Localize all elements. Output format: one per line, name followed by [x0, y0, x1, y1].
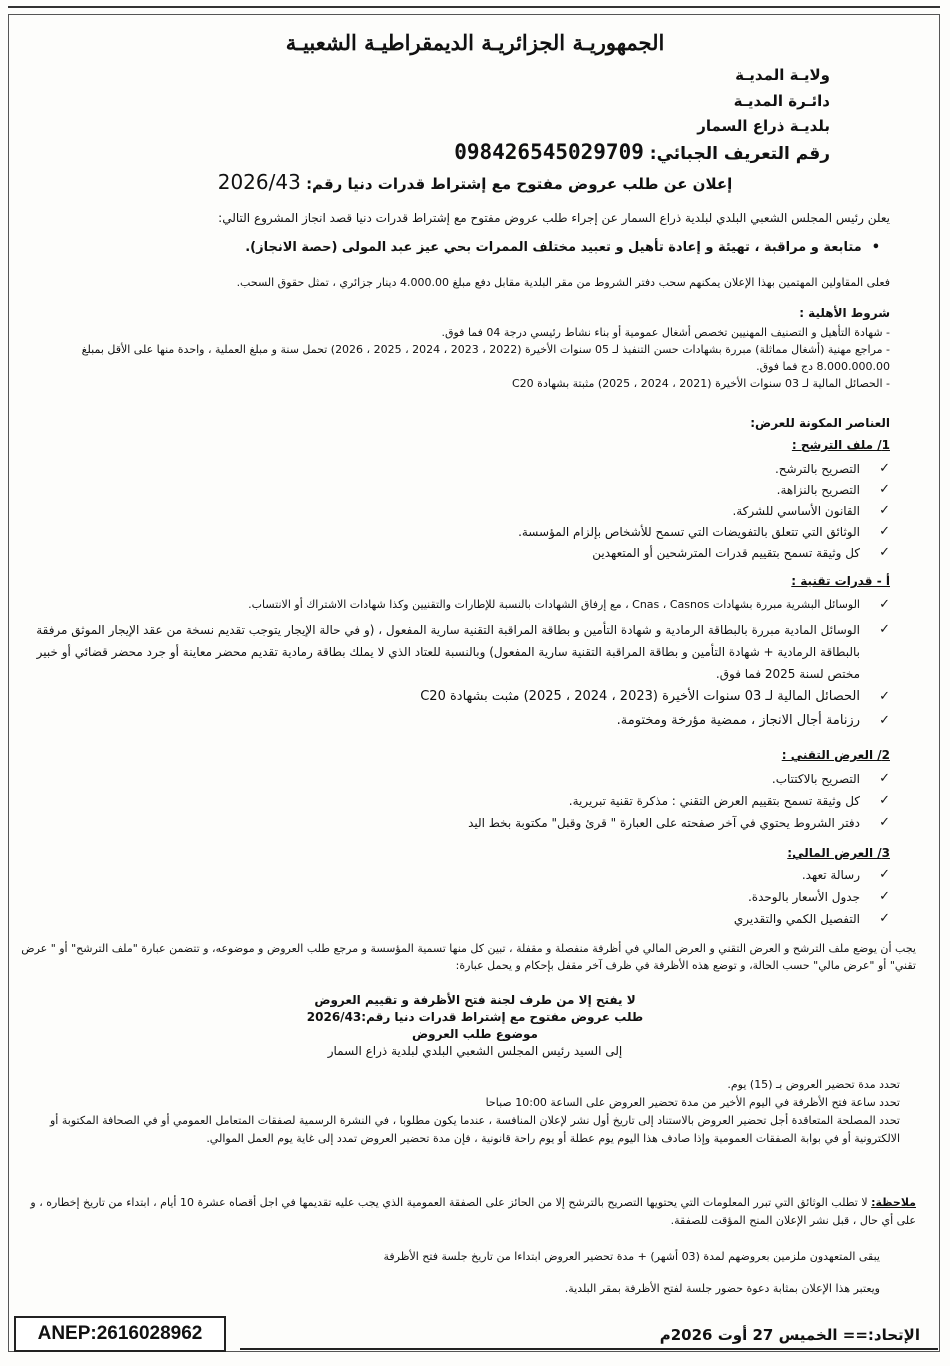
note-label: ملاحظة: — [871, 1196, 916, 1209]
checklist-item: ✓ جدول الأسعار بالوحدة. — [748, 888, 860, 906]
deadline-line: تحدد المصلحة المتعاقدة أجل تحضير العروض بالاستناد إلى تاريخ أول نشر لإعلان المنافسة ، عندما يكون مطلوبا ، في النشرة الرسمية لصفقات المتعامل العمومي أو في الصحافة المكتوبة أو الالكترونية أو في بوابة الصفقات العمومية وإذا صادف هذا اليوم يوم عطلة أو يوم راحة قانونية ، فإن مدة تحضير العروض تمدد إلى غاية يوم العمل الموالي. — [50, 1114, 900, 1145]
anep-reference: ANEP:2616028962 — [14, 1316, 226, 1352]
outer-envelope-line: طلب عروض مفتوح مع إشتراط قدرات دنيا رقم:2026/43 — [306, 1010, 644, 1024]
checklist-item: ✓ كل وثيقة تسمح بتقييم قدرات المترشحين أو المتعهدين — [592, 544, 860, 562]
eligibility-item: - الحصائل المالية لـ 03 سنوات الأخيرة (2021 ، 2024 ، 2025) مثبتة بشهادة C20 — [512, 377, 890, 390]
tax-id-value: 098426545029709 — [454, 140, 644, 164]
announcement-number: 2026/43 — [217, 170, 301, 194]
checklist-item: ✓ التصريح بالاكتتاب. — [772, 770, 860, 788]
technical-offer-title: 2/ العرض التقني : — [781, 748, 890, 762]
checklist-item: ✓ التصريح بالترشح. — [775, 460, 860, 478]
announcement-title-text: إعلان عن طلب عروض مفتوح مع إشتراط قدرات دنيا رقم: — [306, 175, 733, 193]
eligibility-title: شروط الأهلية : — [799, 306, 890, 320]
eligibility-list — [20, 324, 890, 392]
eligibility-item: - شهادة التأهيل و التصنيف المهنيين تخصص أشغال عمومية أو بناء نشاط رئيسي درجة 04 فما فوق. — [441, 326, 890, 339]
outer-envelope-line: إلى السيد رئيس المجلس الشعبي البلدي لبلدية ذراع السمار — [327, 1044, 623, 1058]
announcement-title — [0, 170, 950, 194]
checklist-item: ✓ التفصيل الكمي والتقديري — [734, 910, 860, 928]
commune-line: بلديـة ذراع السمار — [697, 117, 830, 135]
footer-rule — [240, 1348, 938, 1350]
checklist-item: ✓ التصريح بالنزاهة. — [777, 481, 860, 499]
daira-line: دائـرة المديـة — [733, 92, 830, 110]
intro-paragraph: يعلن رئيس المجلس الشعبي البلدي لبلدية ذراع السمار عن إجراء طلب عروض مفتوح مع إشتراط قدرات دنيا قصد انجاز المشروع التالي: — [218, 211, 890, 225]
deadlines-block — [14, 1076, 900, 1148]
candidature-title: 1/ ملف الترشح : — [791, 438, 890, 452]
checklist-item: ✓ رزنامة أجال الانجاز ، ممضية مؤرخة ومختومة. — [617, 712, 860, 730]
tax-id-line — [454, 140, 830, 164]
tax-id-label: رقم التعريف الجبائي: — [649, 144, 830, 164]
checklist-item: ✓ كل وثيقة تسمح بتقييم العرض التقني : مذكرة تقنية تبريرية. — [569, 792, 860, 810]
deadline-line: تحدد ساعة فتح الأظرفة في اليوم الأخير من مدة تحضير العروض على الساعة 10:00 صباحا — [485, 1096, 900, 1109]
outer-envelope-line: موضوع طلب العروض — [412, 1027, 538, 1041]
financial-offer-title: 3/ العرض المالي: — [787, 846, 890, 860]
checklist-item: ✓ الوثائق التي تتعلق بالتفويضات التي تسمح للأشخاص بإلزام المؤسسة. — [518, 523, 860, 541]
republic-title: الجمهوريـة الجزائريـة الديمقراطيـة الشعبيـة — [285, 30, 665, 55]
wilaya-line: ولايـة المديـة — [735, 66, 830, 84]
checklist-item: ✓ القانون الأساسي للشركة. — [732, 502, 860, 520]
checklist-item: ✓ الوسائل البشرية مبررة بشهادات Cnas ، Casnos ، مع إرفاق الشهادات بالنسبة للإطارات والتقنيين وكذا شهادات الاشتراك أو الانتساب. — [248, 596, 860, 614]
invitation-line: ويعتبر هذا الإعلان بمثابة دعوة حضور جلسة لفتح الأظرفة بمقر البلدية. — [564, 1282, 880, 1295]
checklist-item: ✓ الحصائل المالية لـ 03 سنوات الأخيرة (2023 ، 2024 ، 2025) مثبت بشهادة C20 — [420, 688, 860, 706]
withdrawal-paragraph: فعلى المقاولين المهتمين بهذا الإعلان يمكنهم سحب دفتر الشروط من مقر البلدية مقابل دفع مبلغ 4.000.00 دينار جزائري ، تمثل حقوق السحب. — [236, 276, 890, 289]
note-paragraph — [14, 1194, 916, 1230]
outer-envelope-block — [0, 992, 950, 1060]
checklist-item: ✓ الوسائل المادية مبررة بالبطاقة الرمادية و شهادة التأمين و بطاقة المراقبة التقنية سارية المفعول ، (و في حالة الإيجار يتوجب تقديم نسخة من عقد الإيجار الموثق مرفقة بالبطاقة الرمادية + شهادة التأمين و بطاقة المراقبة التقنية سارية المفعول) وبالنسبة للعتاد الذي لا يملك بطاقة رمادية تقديم محضر معاينة أو جرد محضر قضائي أو خبير مختص لسنة 2025 فما فوق. — [14, 619, 860, 685]
technical-capacity-title: أ - قدرات تقنية : — [791, 574, 890, 588]
deadline-line: تحدد مدة تحضير العروض بـ (15) يوم. — [727, 1078, 900, 1091]
checklist-item: ✓ رسالة تعهد. — [802, 866, 860, 884]
publication-footer: الإتحاد:== الخميس 27 أوت 2026م — [659, 1326, 920, 1344]
checklist-item: ✓ دفتر الشروط يحتوي في آخر صفحته على العبارة " قرئ وقبل" مكتوبة بخط اليد — [468, 814, 860, 832]
outer-envelope-line: لا يفتح إلا من طرف لجنة فتح الأظرفة و تقييم العروض — [314, 993, 636, 1007]
eligibility-item: - مراجع مهنية (أشغال مماثلة) مبررة بشهادات حسن التنفيذ لـ 05 سنوات الأخيرة (2022 ، 2023 ، 2024 ، 2025 ، 2026) تحمل سنة و مبلغ العملية ، واحدة منها على الأقل بمبلغ 8.000.000.00 دج فما فوق. — [81, 343, 890, 373]
note-text: لا تطلب الوثائق التي تبرر المعلومات التي يحتويها التصريح بالترشح إلا من الحائز على الصفقة العمومية الذي يجب عليه تقديمها في اجل أقصاه عشرة 10 أيام ، ابتداء من تاريخ إخطاره ، و على أي حال ، قبل نشر الإعلان المنح المؤقت للصفقة. — [30, 1196, 916, 1227]
envelopes-paragraph: يجب أن يوضع ملف الترشح و العرض التقني و العرض المالي في أظرفة منفصلة و مقفلة ، تبين كل منها تسمية المؤسسة و مرجع طلب العروض و موضوعه، و تتضمن عبارة "ملف الترشح" أو " عرض تقني" أو "عرض مالي" حسب الحالة، و توضع هذه الأظرفة في ظرف آخر مقفل بإحكام و يحمل عبارة: — [21, 942, 916, 972]
project-title: • متابعة و مراقبة ، تهيئة و إعادة تأهيل و تعبيد مختلف الممرات بحي عيز عبد المولى (حصة الانجاز). — [245, 240, 880, 255]
top-border-line — [8, 6, 940, 8]
components-title: العناصر المكونة للعرض: — [750, 416, 890, 430]
validity-line: يبقى المتعهدون ملزمين بعروضهم لمدة (03 أشهر) + مدة تحضير العروض ابتداءا من تاريخ جلسة فتح الأظرفة — [383, 1250, 880, 1263]
